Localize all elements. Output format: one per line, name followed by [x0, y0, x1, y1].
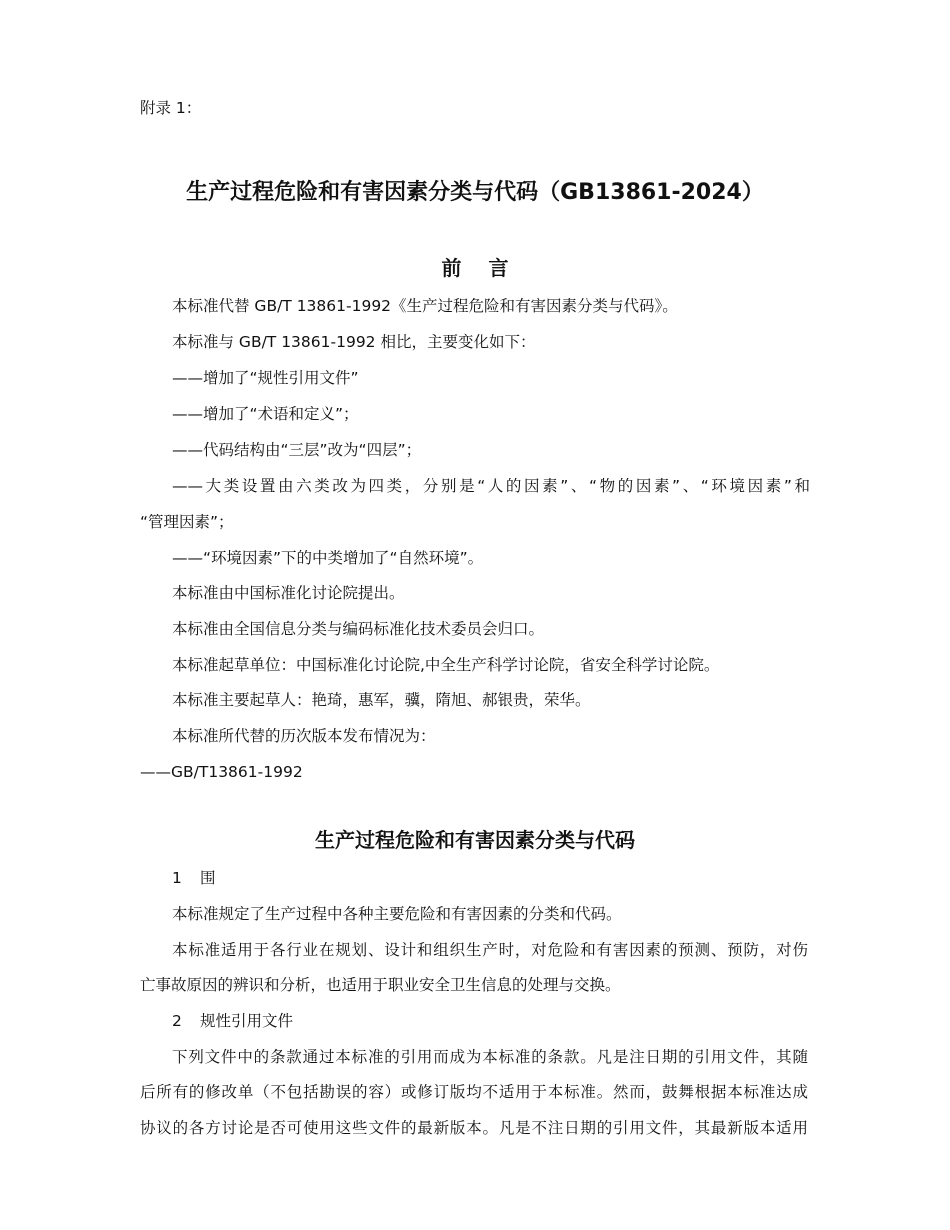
- scope-paragraph: 本标准规定了生产过程中各种主要危险和有害因素的分类和代码。: [172, 905, 622, 923]
- clause-number: 1: [172, 869, 182, 887]
- foreword-change-item: ——代码结构由“三层”改为“四层”；: [172, 441, 422, 459]
- scope-paragraph-continued: 亡事故原因的辨识和分析，也适用于职业安全卫生信息的处理与交换。: [140, 976, 621, 994]
- foreword-paragraph: 本标准所代替的历次版本发布情况为：: [172, 727, 436, 745]
- foreword-paragraph: 本标准由全国信息分类与编码标准化技术委员会归口。: [172, 620, 545, 638]
- foreword-change-item-continued: “管理因素”；: [140, 513, 234, 531]
- clause-title: 规性引用文件: [200, 1012, 294, 1030]
- clause-number: 2: [172, 1012, 182, 1030]
- section-heading: 生产过程危险和有害因素分类与代码: [315, 828, 635, 852]
- scope-paragraph: 本标准适用于各行业在规划、设计和组织生产时，对危险和有害因素的预测、预防，对伤: [172, 941, 808, 959]
- foreword-change-item: ——大类设置由六类改为四类，分别是“人的因素”、“物的因素”、“环境因素”和: [172, 477, 810, 495]
- document-title: 生产过程危险和有害因素分类与代码（GB13861-2024）: [186, 180, 764, 205]
- foreword-change-item: ——“环境因素”下的中类增加了“自然环境”。: [172, 549, 484, 567]
- clause-heading-references: [172, 1011, 812, 1031]
- foreword-paragraph: 本标准与 GB/T 13861-1992 相比，主要变化如下：: [172, 333, 536, 351]
- foreword-paragraph: 本标准由中国标准化讨论院提出。: [172, 584, 405, 602]
- foreword-change-item: ——增加了“规性引用文件”: [172, 369, 359, 387]
- foreword-paragraph: 本标准代替 GB/T 13861-1992《生产过程危险和有害因素分类与代码》。: [172, 297, 678, 315]
- references-paragraph-continued: 后所有的修改单（不包括勘误的容）或修订版均不适用于本标准。然而，鼓舞根据本标准达成: [140, 1083, 808, 1101]
- foreword-heading: 前 言: [441, 256, 519, 280]
- foreword-paragraph: 本标准起草单位：中国标准化讨论院,中全生产科学讨论院，省安全科学讨论院。: [172, 656, 720, 674]
- clause-heading-scope: [172, 868, 812, 888]
- appendix-label: 附录 1：: [140, 99, 202, 117]
- references-paragraph-continued: 协议的各方讨论是否可使用这些文件的最新版本。凡是不注日期的引用文件，其最新版本适用: [140, 1119, 808, 1137]
- references-paragraph: 下列文件中的条款通过本标准的引用而成为本标准的条款。凡是注日期的引用文件，其随: [172, 1048, 808, 1066]
- foreword-change-item: ——增加了“术语和定义”；: [172, 405, 359, 423]
- clause-title: 围: [200, 869, 216, 887]
- foreword-paragraph: 本标准主要起草人：艳琦，惠军，骥，隋旭、郝银贵，荣华。: [172, 691, 591, 709]
- foreword-paragraph: ——GB/T13861-1992: [140, 763, 303, 781]
